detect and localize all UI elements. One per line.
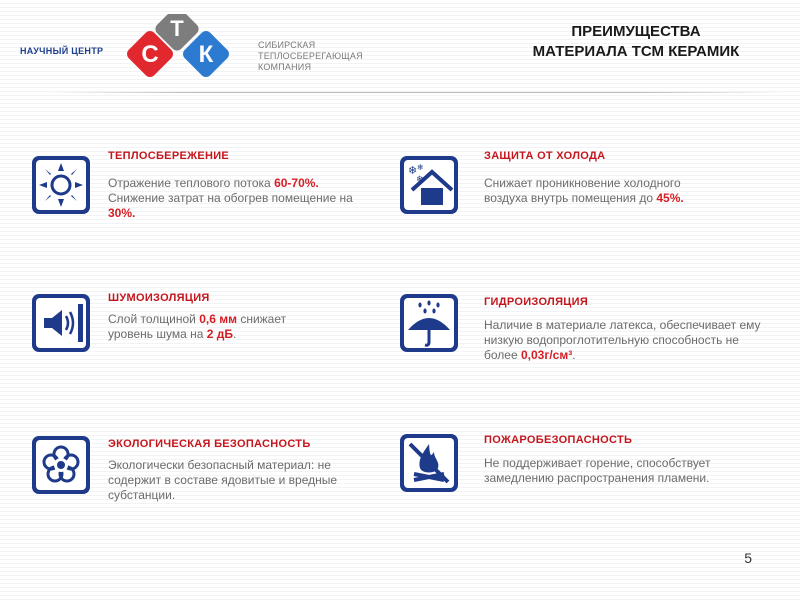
feature-title: ПОЖАРОБЕЗОПАСНОСТЬ — [484, 434, 633, 446]
logo-letter-t: Т — [170, 16, 184, 41]
text-run: Снижение затрат на обогрев помещение на — [108, 191, 353, 205]
feature-title: ТЕПЛОСБЕРЕЖЕНИЕ — [108, 150, 230, 162]
speaker-icon — [30, 292, 92, 354]
highlight-value: 2 дБ — [206, 327, 233, 341]
svg-text:❄: ❄ — [408, 164, 418, 177]
text-run: Снижает проникновение холодного воздуха внутрь помещения до — [484, 176, 681, 205]
flower-icon — [30, 434, 92, 496]
feature-text — [108, 312, 330, 342]
science-center-label: НАУЧНЫЙ ЦЕНТР — [20, 46, 104, 56]
highlight-value: 60-70%. — [274, 176, 319, 190]
umbrella-icon — [398, 292, 460, 354]
company-name: СИБИРСКАЯ ТЕПЛОСБЕРЕГАЮЩАЯ КОМПАНИЯ — [258, 40, 363, 72]
highlight-value: 30%. — [108, 206, 136, 220]
highlight-value: 0,6 мм — [199, 312, 237, 326]
logo-letter-s: С — [141, 41, 159, 68]
highlight-value: 45%. — [656, 191, 684, 205]
text-run: Слой толщиной — [108, 312, 200, 326]
page-number: 5 — [744, 550, 752, 566]
text-run: . — [232, 327, 237, 341]
text-run: . — [572, 348, 576, 362]
feature-text — [484, 318, 774, 363]
cold-house-icon — [398, 154, 460, 216]
feature-text — [108, 458, 358, 503]
text-run: Экологически безопасный материал: не содержит в составе ядовитые и вредные субстанции. — [108, 458, 338, 502]
feature-title: ШУМОИЗОЛЯЦИЯ — [108, 292, 210, 304]
feature-title: ГИДРОИЗОЛЯЦИЯ — [484, 296, 589, 308]
no-fire-icon — [398, 432, 460, 494]
svg-text:❄: ❄ — [417, 163, 424, 172]
text-run: Не поддерживает горение, способствует замедлению распространения пламени. — [484, 456, 711, 485]
logo-letter-k: К — [198, 41, 214, 68]
header — [0, 0, 800, 92]
feature-text — [484, 456, 754, 486]
highlight-value: 0,03г/см³ — [520, 348, 573, 362]
svg-text:❄: ❄ — [416, 175, 424, 185]
slide-title: ПРЕИМУЩЕСТВА МАТЕРИАЛА ТСМ КЕРАМИК — [532, 23, 740, 60]
stk-logo — [118, 14, 248, 84]
text-run: Наличие в материале латекса, обеспечивает ему низкую водопроглотительную способность не более — [484, 318, 761, 362]
feature-text — [108, 176, 370, 221]
text-run: снижает уровень шума на — [108, 312, 287, 341]
text-run: Отражение теплового потока — [108, 176, 275, 190]
feature-text — [484, 176, 724, 206]
sun-icon — [30, 154, 92, 216]
feature-title: ЗАЩИТА ОТ ХОЛОДА — [484, 150, 606, 162]
feature-title: ЭКОЛОГИЧЕСКАЯ БЕЗОПАСНОСТЬ — [108, 438, 311, 450]
header-divider — [46, 92, 784, 93]
